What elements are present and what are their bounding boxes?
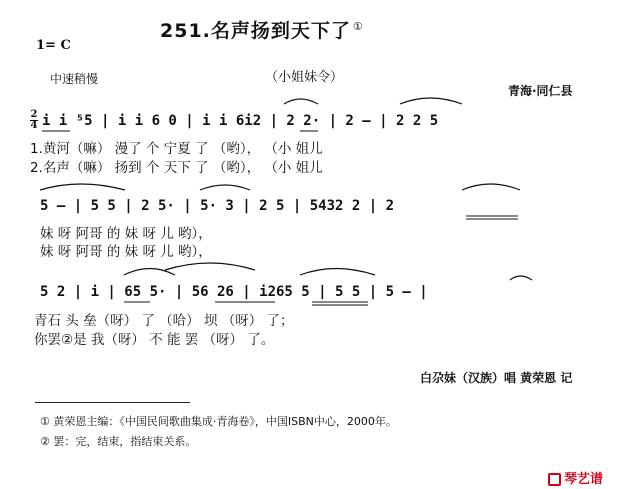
lyrics-line-1-verse-1: 1.黄河（嘛） 漫了 个 宁夏 了 （哟）， （小 姐儿 [30,141,323,157]
watermark-logo: 琴艺谱 [548,468,603,487]
performer-credit: 白尕妹（汉族）唱 黄荣恩 记 [420,371,573,385]
notation-line-3: 5 2 | i | 65 5· | 56 26 | i265 5 | 5 5 | 5 – | [40,284,428,300]
lyrics-line-3-verse-2: 你罢②是 我（呀） 不 能 罢 （呀） 了。 [34,332,275,348]
slur [400,98,462,104]
footnote-2: ② 罢：完，结束，指结束关系。 [40,435,197,448]
tempo-marking: 中速稍慢 [50,72,99,86]
logo-icon [548,473,561,486]
tune-name: （小姐妹令） [265,70,344,85]
notation-line-1: i i ⁵5 | i i 6 0 | i i 6i2 | 2 2· | 2 – | 2 2 5 [42,113,439,129]
page-title: 251.名声扬到天下了 ① [160,19,364,42]
slur [510,276,532,280]
time-signature: 2 4 [30,109,38,131]
lyrics-line-2-verse-1: 妹 呀 阿哥 的 妹 呀 儿 哟）， [40,226,212,242]
footnote-1: ① 黄荣恩主编：《中国民间歌曲集成·青海卷》，中国ISBN中心，2000年。 [40,415,397,428]
notation-line-2: 5 – | 5 5 | 2 5· | 5· 3 | 2 5 | 5432 2 | 2 [40,198,395,214]
slur [284,99,318,104]
lyrics-line-1-verse-2: 2.名声（嘛） 扬到 个 天下 了 （哟）， （小 姐儿 [30,160,323,176]
region-label: 青海·同仁县 [508,84,573,98]
title-footnote-marker: ① [352,19,364,33]
slur [200,185,250,190]
key-signature: 1= C [36,38,71,53]
slur [40,184,125,190]
slur [165,263,255,270]
slur [300,269,375,276]
footnote-divider [35,402,190,403]
slur [462,184,520,190]
lyrics-line-2-verse-2: 妹 呀 阿哥 的 妹 呀 儿 哟）， [40,244,212,260]
lyrics-line-3-verse-1: 青石 头 垒（呀） 了 （哈） 坝 （呀） 了； [34,313,294,329]
